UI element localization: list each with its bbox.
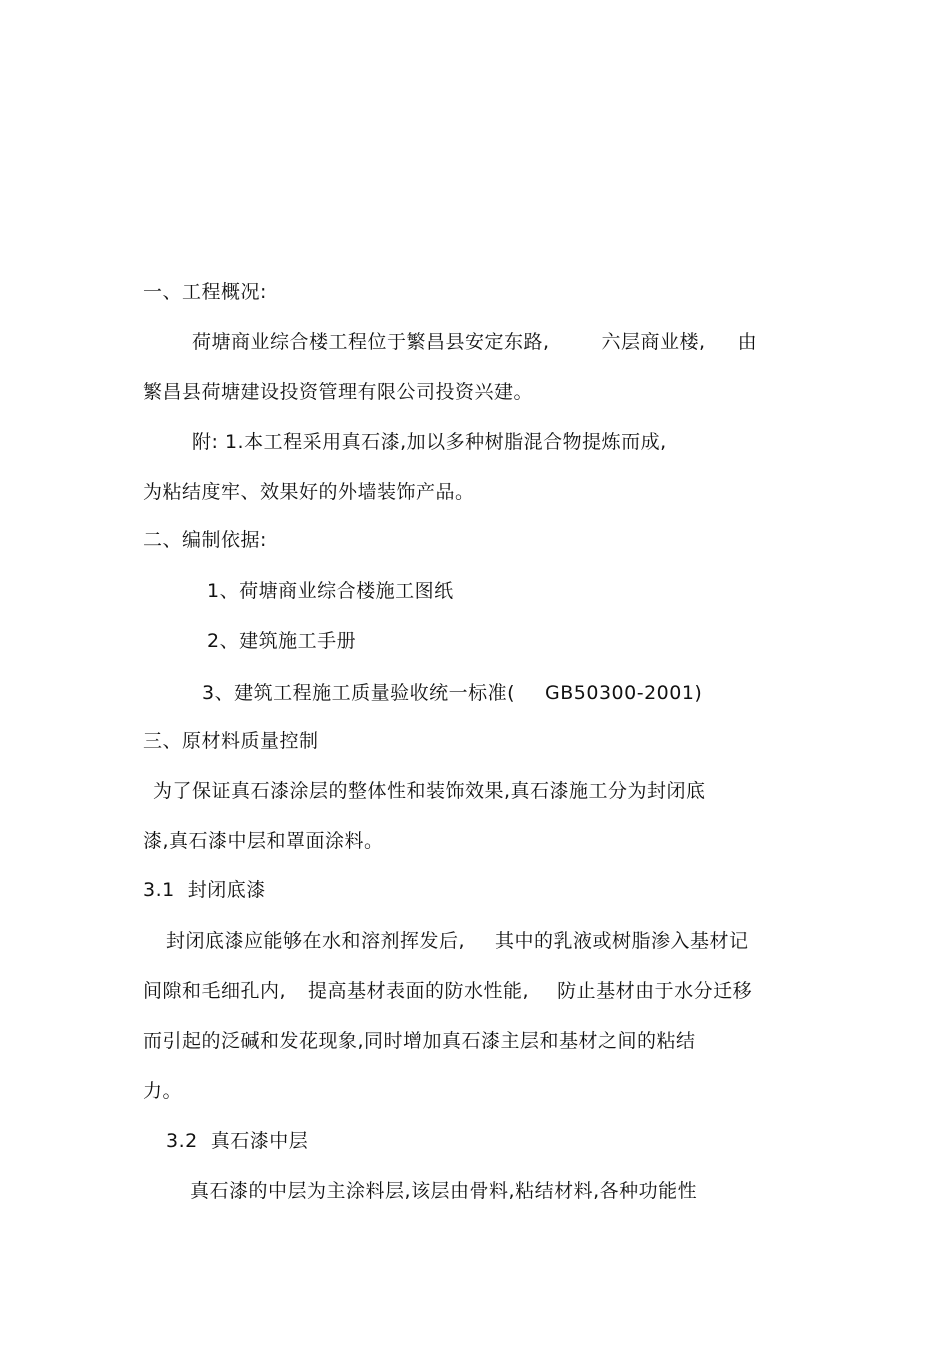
- subsection-heading-3-2: [166, 1129, 308, 1153]
- overview-note-line1: [192, 430, 667, 454]
- subsection-3-1-line3: [143, 1029, 696, 1053]
- text-segment: 间隙和毛细孔内,: [143, 980, 287, 1002]
- basis-list-item-2: [207, 629, 356, 653]
- materials-intro-line2: [143, 829, 384, 853]
- text-segment: 真石漆的中层为主涂料层,该层由骨料,粘结材料,各种功能性: [190, 1180, 698, 1202]
- text-segment: 为粘结度牢、效果好的外墙装饰产品。: [143, 481, 475, 503]
- heading-text: 一、工程概况:: [143, 281, 267, 303]
- subsection-heading-3-1: [143, 878, 266, 902]
- list-item-text: 3、建筑工程施工质量验收统一标准(: [202, 682, 516, 704]
- text-segment: 由: [737, 331, 758, 353]
- basis-list-item-3: [202, 681, 702, 705]
- text-segment: 其中的乳液或树脂渗入基材记: [495, 930, 749, 952]
- text-segment: 封闭底漆应能够在水和溶剂挥发后,: [166, 930, 466, 952]
- text-segment: 力。: [143, 1080, 183, 1102]
- heading-text: 3.2 真石漆中层: [166, 1130, 309, 1152]
- heading-text: 3.1 封闭底漆: [143, 879, 266, 901]
- subsection-3-1-line2: [143, 979, 752, 1003]
- section-heading-materials: [143, 729, 319, 753]
- subsection-3-1-line1: [166, 929, 749, 953]
- section-heading-basis: [143, 528, 267, 552]
- text-segment: 而引起的泛碱和发花现象,同时增加真石漆主层和基材之间的粘结: [143, 1030, 696, 1052]
- text-segment: 防止基材由于水分迁移: [557, 980, 753, 1002]
- subsection-3-1-line4: [143, 1079, 182, 1103]
- text-segment: 为了保证真石漆涂层的整体性和装饰效果,真石漆施工分为封闭底: [153, 780, 706, 802]
- text-segment: 繁昌县荷塘建设投资管理有限公司投资兴建。: [143, 381, 534, 403]
- text-segment: 六层商业楼,: [601, 331, 706, 353]
- materials-intro-line1: [153, 779, 706, 803]
- list-item-text: GB50300-2001): [545, 682, 703, 704]
- heading-text: 三、原材料质量控制: [143, 730, 319, 752]
- overview-paragraph-line2: [143, 380, 533, 404]
- overview-paragraph-line1: [192, 330, 757, 354]
- text-segment: 荷塘商业综合楼工程位于繁昌县安定东路,: [192, 331, 550, 353]
- list-item-text: 2、建筑施工手册: [207, 630, 357, 652]
- basis-list-item-1: [207, 579, 454, 603]
- text-segment: 提高基材表面的防水性能,: [308, 980, 530, 1002]
- section-heading-overview: [143, 280, 267, 304]
- heading-text: 二、编制依据:: [143, 529, 267, 551]
- text-segment: 漆,真石漆中层和罩面涂料。: [143, 830, 384, 852]
- list-item-text: 1、荷塘商业综合楼施工图纸: [207, 580, 454, 602]
- subsection-3-2-line1: [190, 1179, 697, 1203]
- text-segment: 附: 1.本工程采用真石漆,加以多种树脂混合物提炼而成,: [192, 431, 667, 453]
- overview-note-line2: [143, 480, 475, 504]
